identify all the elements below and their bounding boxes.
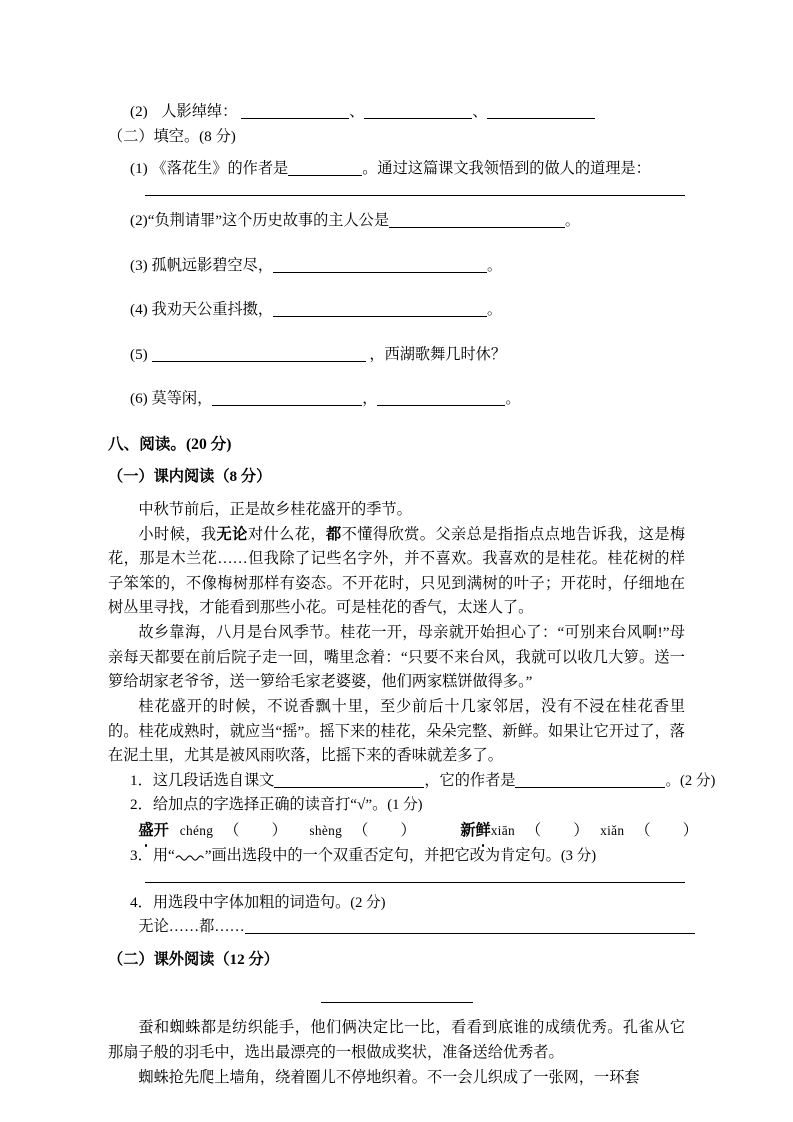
question-1-text-after: 。: [665, 772, 681, 789]
vocab-item-2-label: (2): [130, 103, 148, 120]
question-1-text-before: 这几段话选自课文: [152, 771, 275, 789]
vocab-sep-2: 、: [472, 103, 488, 120]
question-1-blank-2[interactable]: [515, 774, 665, 788]
question-2: [108, 793, 685, 818]
vocab-item-2: [108, 100, 685, 125]
pinyin-word-2: [460, 822, 490, 839]
question-4-score: (2 分): [350, 894, 386, 911]
dotted-char-sheng: 盛: [138, 818, 153, 844]
question-1-score: (2 分): [680, 772, 716, 789]
question-1-number: 1．: [130, 771, 153, 789]
fill-item-3-text-after: 。: [487, 257, 502, 274]
pinyin-option-1b-box[interactable]: （ ）: [353, 822, 417, 840]
fill-item-2-text-before: “负荆请罪”这个历史故事的主人公是: [147, 211, 390, 229]
question-3-text-after: ”画出选段中的一个双重否定句，并把它改为肯定句。: [204, 846, 561, 864]
question-3-number: 3．: [130, 846, 153, 864]
part-two-paragraph-1: 蚕和蜘蛛都是纺织能手，他们俩决定比一比，看看到底谁的成绩优秀。孔雀从它那扇子般的羽毛中，选出最漂亮的一根做成奖状，准备送给优秀者。: [108, 1019, 685, 1062]
fill-item-6-text-before: 莫等闲，: [151, 390, 213, 408]
passage-paragraph-3: 故乡靠海，八月是台风季节。桂花一开，母亲就开始担心了：“可别来台风啊!”母亲每天都要在前后院子走一回，嘴里念着：“只要不来台风，我就可以收几大箩。送一箩给胡家老爷爷，送一箩给毛家老婆婆，他们两家糕饼做得多。”: [108, 624, 685, 691]
dotted-char-xian: 鲜: [476, 818, 491, 844]
question-4-number: 4．: [130, 893, 153, 911]
pinyin-reading-1b: shèng: [309, 823, 343, 839]
vocab-item-2-text: 人影绰绰：: [161, 103, 238, 120]
bold-dou: 都: [325, 525, 342, 543]
passage-paragraph-1: 中秋节前后，正是故乡桂花盛开的季节。: [138, 500, 412, 518]
wavy-line-icon: [175, 853, 205, 861]
question-2-number: 2．: [130, 796, 153, 814]
fill-item-6-blank-1[interactable]: [212, 392, 362, 406]
question-4-prompt: 无论……都……: [138, 918, 245, 936]
fill-item-6: [108, 387, 685, 412]
pinyin-word-1: [138, 822, 168, 839]
passage-paragraph-4: 桂花盛开的时候，不说香飘十里，至少前后十几家邻居，没有不浸在桂花香里的。桂花成熟时，就应当“摇”。摇下来的桂花，朵朵完整、新鲜。如果让它开过了，落在泥土里，尤其是被风雨吹落，比摇下来的香味就差多了。: [108, 697, 685, 765]
part-two-paragraph-2: 蜘蛛抢先爬上墙角，绕着圈儿不停地织着。不一会儿织成了一张网，一环套: [138, 1068, 640, 1086]
pinyin-reading-2b: xiǎn: [600, 823, 625, 839]
question-4: [108, 891, 685, 916]
vocab-blank-2[interactable]: [364, 105, 472, 119]
pinyin-reading-2a: xiān: [490, 823, 515, 839]
fill-item-4-blank[interactable]: [273, 303, 487, 317]
fill-item-1-blank[interactable]: [288, 162, 362, 176]
fill-item-4-text-before: 我劝天公重抖擞，: [151, 301, 274, 319]
fill-item-3-label: (3): [130, 256, 148, 274]
question-1: [108, 769, 716, 794]
fill-item-6-text-after: 。: [505, 391, 521, 408]
fill-item-5-text-after: ，西湖歌舞几时休？: [369, 345, 507, 363]
question-3-score: (3 分): [560, 847, 597, 864]
vocab-blank-3[interactable]: [487, 105, 595, 119]
question-1-text-middle: ，它的作者是: [424, 771, 516, 789]
question-3: [108, 844, 685, 869]
reading-section-heading: 八、阅读。(20 分): [108, 436, 232, 454]
question-1-blank-1[interactable]: [274, 774, 424, 788]
pinyin-word-1-plain: 开: [153, 822, 169, 840]
fill-item-2-label: (2): [130, 211, 148, 229]
pinyin-choice-row: [108, 818, 699, 844]
fill-item-6-blank-2[interactable]: [377, 392, 505, 406]
fill-item-6-text-middle: ，: [362, 390, 378, 408]
reading-part-one-heading: （一）课内阅读（8 分）: [108, 468, 272, 486]
pinyin-reading-1a: chéng: [179, 823, 214, 839]
fill-item-5: [108, 343, 685, 368]
fill-item-5-label: (5): [130, 345, 148, 363]
fill-item-1-text-before: 《落花生》的作者是: [151, 160, 289, 178]
fill-item-4-label: (4): [130, 301, 148, 319]
question-4-prompt-row: [108, 915, 685, 940]
fill-item-4-text-after: 。: [487, 302, 502, 319]
fill-item-1: [108, 157, 685, 182]
question-3-text-before: 用“: [152, 846, 175, 864]
pinyin-option-1a-box[interactable]: （ ）: [224, 822, 288, 840]
pinyin-word-2-plain: 新: [460, 822, 476, 840]
bold-wulun: 无论: [216, 525, 248, 543]
fill-item-6-label: (6): [130, 390, 148, 408]
pinyin-option-2a-box[interactable]: （ ）: [525, 822, 590, 840]
vocab-blank-1[interactable]: [241, 105, 349, 119]
fill-item-1-text-middle: 。通过这篇课文我领悟到的做人的道理是：: [362, 160, 651, 178]
fill-item-4: [108, 298, 685, 323]
question-4-answer-blank[interactable]: [245, 920, 695, 934]
question-2-text: 给加点的字选择正确的读音打“√”。: [152, 796, 388, 814]
page-content: [108, 100, 716, 1090]
pinyin-option-2b-box[interactable]: （ ）: [635, 822, 699, 840]
reading-part-two-heading: （二）课外阅读（12 分）: [108, 950, 279, 968]
fill-item-3-blank[interactable]: [273, 259, 487, 273]
fill-item-1-label: (1): [130, 160, 148, 178]
fill-item-3: [108, 254, 685, 279]
fill-item-3-text-before: 孤帆远影碧空尽，: [151, 256, 274, 274]
fill-item-2-text-after: 。: [565, 212, 580, 229]
fill-item-2: [108, 209, 685, 234]
fill-item-2-blank[interactable]: [389, 214, 565, 228]
fill-item-5-blank[interactable]: [152, 348, 366, 362]
question-4-text: 用选段中字体加粗的词造句。: [152, 893, 351, 911]
fill-section-header: （二）填空。(8 分): [108, 127, 236, 145]
vocab-sep-1: 、: [349, 103, 365, 120]
question-2-score: (1 分): [387, 797, 423, 814]
passage-paragraph-2: 小时候，我无论对什么花，都不懂得欣赏。父亲总是指指点点地告诉我，这是梅花，那是木兰花……但我除了记些名字外，并不喜欢。我喜欢的是桂花。桂花树的样子笨笨的，不像梅树那样有姿态。不开花时，只见到满树的叶子；开花时，仔细地在树丛里寻找，才能看到那些小花。可是桂花的香气，太迷人了。: [108, 525, 686, 617]
